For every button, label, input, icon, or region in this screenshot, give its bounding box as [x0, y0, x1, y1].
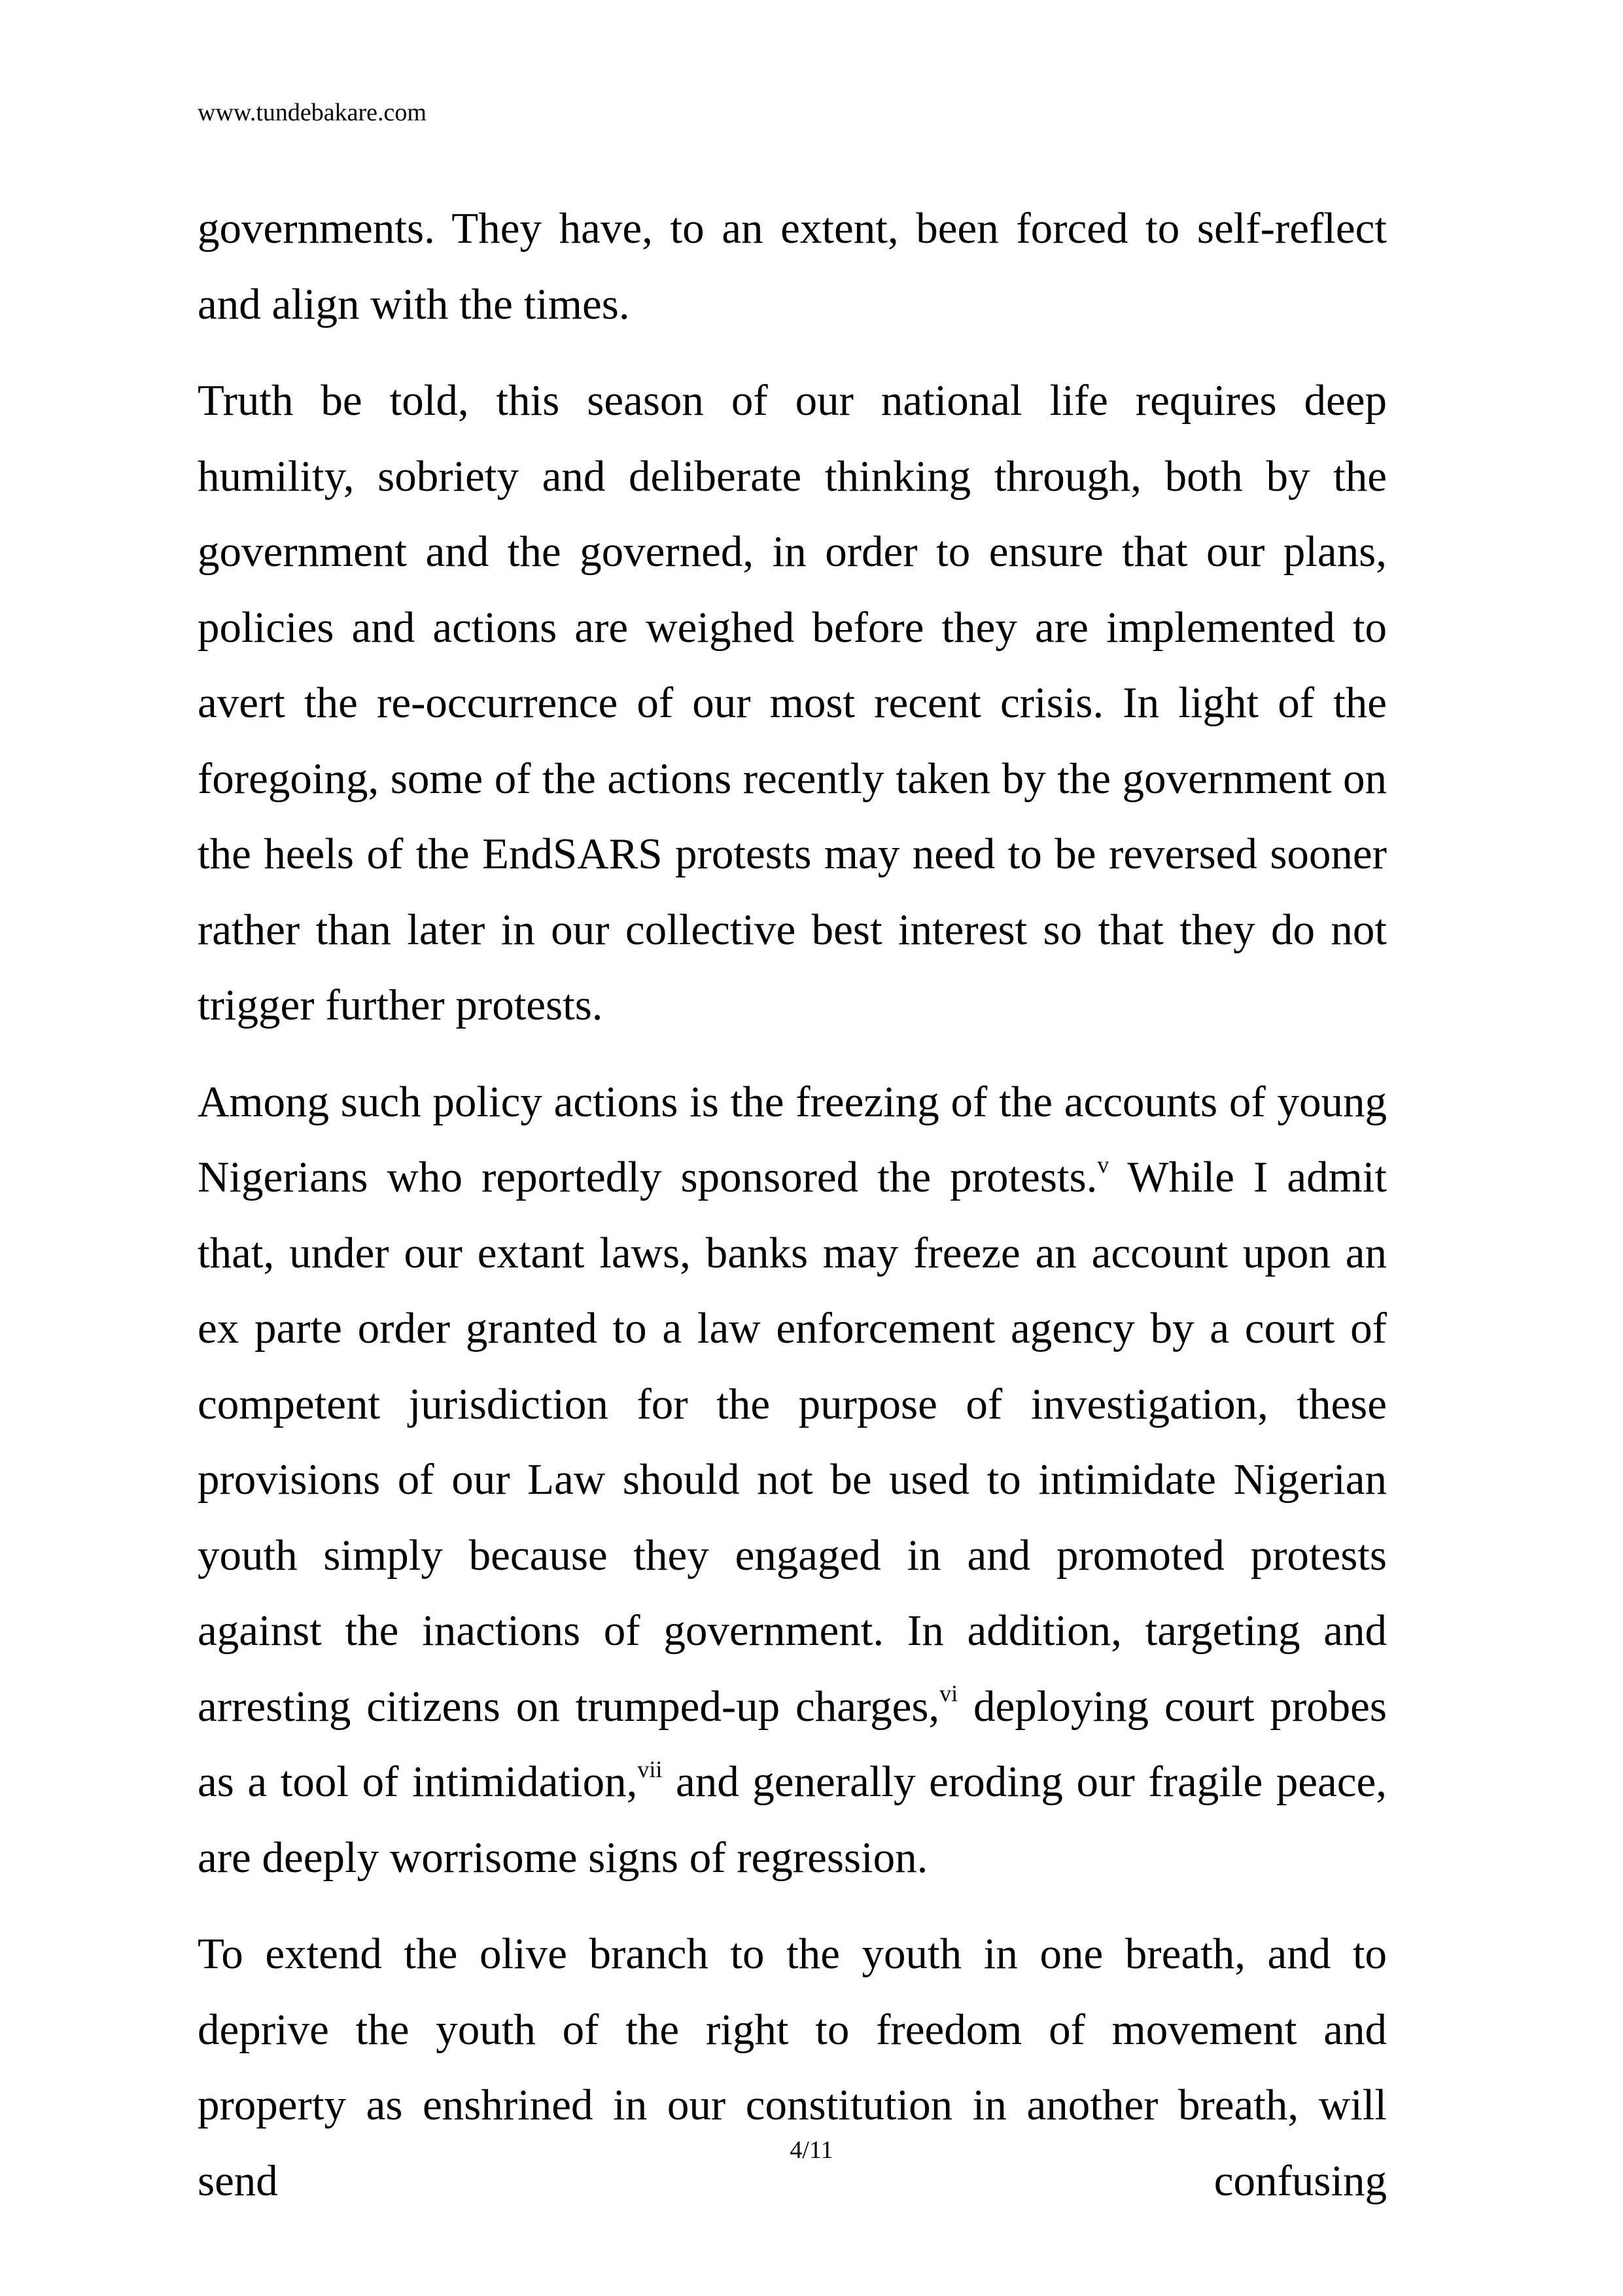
paragraph-text: Truth be told, this season of our national life requires deep humility, sobriety and deliberate thinking through, both by the government and the governed, in order to ensure that our plans, policies and actions are weighed before they are implemented to avert the re-occurrence of our most recent crisis. In light of the foregoing, some of the actions recently taken by the government on the heels of the EndSARS protests may need to be reversed sooner rather than later in our collective best interest so that they do not trigger further protests.: [198, 376, 1387, 1029]
paragraph-2: [198, 363, 1387, 1044]
paragraph-text: deploying court probes as a tool of intimidation,: [198, 1682, 1387, 1806]
footnote-ref-vi[interactable]: vi: [939, 1680, 958, 1707]
paragraph-text: governments. They have, to an extent, been forced to self-reflect and align with the times.: [198, 204, 1387, 328]
footnote-ref-v[interactable]: v: [1097, 1151, 1109, 1178]
paragraph-text: To extend the olive branch to the youth in one breath, and to deprive the youth of the right to freedom of movement and property as enshrined in our constitution in another breath, will send confusing: [198, 1930, 1387, 2205]
paragraph-text: Among such policy actions is the freezing of the accounts of young Nigerians who reportedly sponsored the protests.: [198, 1077, 1387, 1201]
paragraph-1: [198, 191, 1387, 342]
paragraph-4: [198, 1916, 1387, 2219]
page-number: 4/11: [790, 2136, 833, 2164]
paragraph-text: While I admit that, under our extant laws, banks may freeze an account upon an ex parte order granted to a law enforcement agency by a court of competent jurisdiction for the purpose of investigation, these provisions of our Law should not be used to intimidate Nigerian youth simply because they engaged in and promoted protests against the inactions of government. In addition, targeting and arresting citizens on trumped-up charges,: [198, 1153, 1387, 1731]
document-body: [198, 191, 1387, 2240]
header-url: www.tundebakare.com: [198, 99, 427, 126]
footnote-ref-vii[interactable]: vii: [637, 1756, 663, 1782]
paragraph-text: and generally eroding our fragile peace, are deeply worrisome signs of regression.: [198, 1757, 1387, 1882]
paragraph-3: [198, 1065, 1387, 1896]
